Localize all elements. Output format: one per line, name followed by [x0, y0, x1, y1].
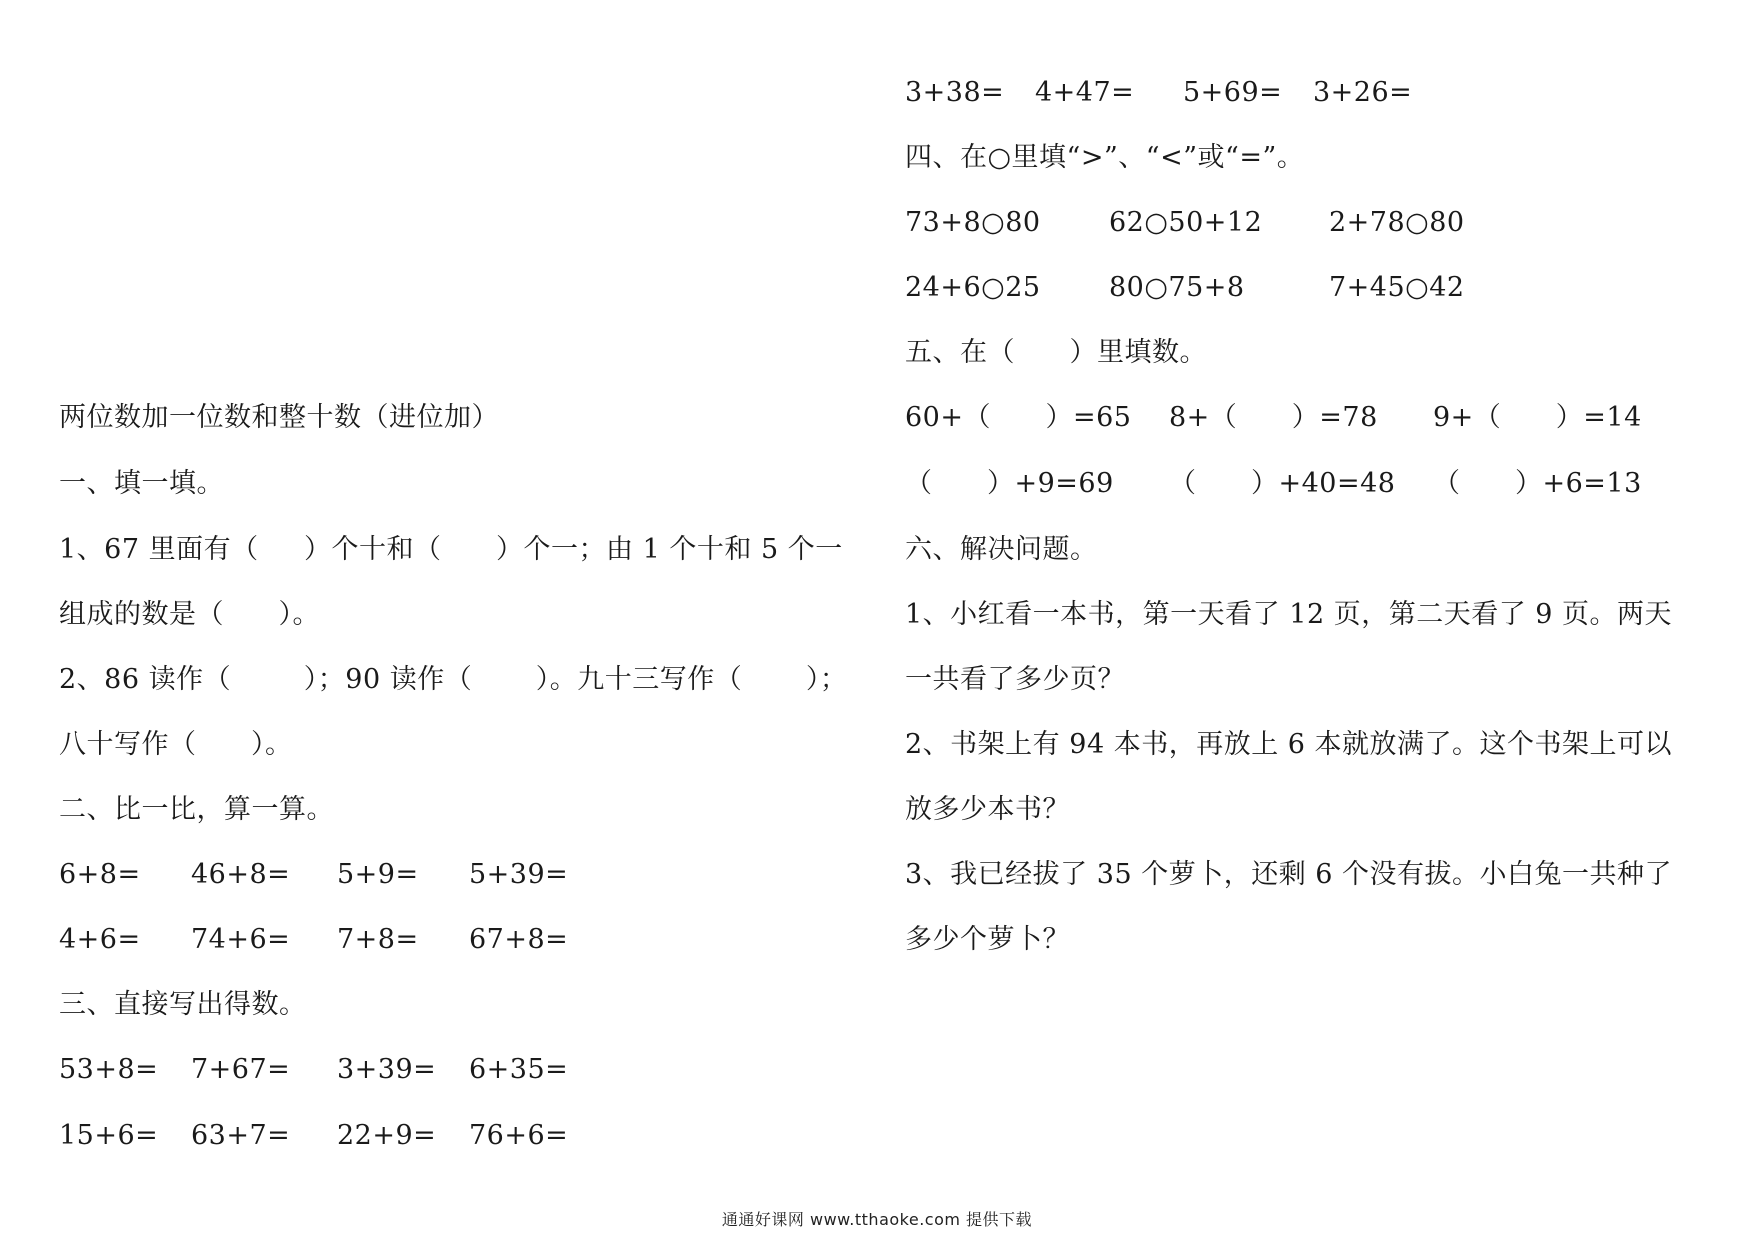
- word-problem-line: 2、书架上有 94 本书，再放上 6 本就放满了。这个书架上可以: [905, 729, 1673, 760]
- equation: 53+8=: [59, 1054, 159, 1085]
- equation: 74+6=: [191, 924, 291, 955]
- equation: 46+8=: [191, 859, 291, 890]
- equation: 15+6=: [59, 1120, 159, 1151]
- comparison: 73+8○80: [905, 207, 1041, 238]
- footer-credit: 通通好课网 www.tthaoke.com 提供下载: [721, 1210, 1033, 1229]
- word-problem-line: 放多少本书？: [905, 794, 1070, 825]
- fill-blank: （ ）+6=13: [1433, 468, 1642, 499]
- fill-blank: 9+（ ）=14: [1433, 402, 1642, 433]
- fill-blank: （ ）+9=69: [905, 468, 1114, 499]
- question-line: 八十写作（ ）。: [59, 729, 293, 760]
- equation: 5+9=: [337, 859, 419, 890]
- equation: 3+26=: [1313, 77, 1413, 108]
- equation: 6+8=: [59, 859, 141, 890]
- section3-heading: 三、直接写出得数。: [59, 989, 307, 1020]
- comparison: 7+45○42: [1329, 272, 1465, 303]
- word-problem-line: 一共看了多少页？: [905, 664, 1125, 695]
- equation: 22+9=: [337, 1120, 437, 1151]
- fill-blank: 8+（ ）=78: [1169, 402, 1378, 433]
- word-problem-line: 多少个萝卜？: [905, 924, 1070, 955]
- equation: 76+6=: [469, 1120, 569, 1151]
- comparison: 24+6○25: [905, 272, 1041, 303]
- equation: 5+39=: [469, 859, 569, 890]
- comparison: 80○75+8: [1109, 272, 1245, 303]
- word-problem-line: 3、我已经拔了 35 个萝卜，还剩 6 个没有拔。小白兔一共种了: [905, 859, 1673, 890]
- section1-heading: 一、填一填。: [59, 468, 224, 499]
- equation: 5+69=: [1183, 77, 1283, 108]
- section6-heading: 六、解决问题。: [905, 534, 1098, 565]
- equation: 4+6=: [59, 924, 141, 955]
- equation: 3+39=: [337, 1054, 437, 1085]
- section2-heading: 二、比一比，算一算。: [59, 794, 334, 825]
- equation: 7+67=: [191, 1054, 291, 1085]
- question-line: 2、86 读作（ ）；90 读作（ ）。九十三写作（ ）；: [59, 664, 848, 695]
- word-problem-line: 1、小红看一本书，第一天看了 12 页，第二天看了 9 页。两天: [905, 599, 1673, 630]
- comparison: 2+78○80: [1329, 207, 1465, 238]
- equation: 7+8=: [337, 924, 419, 955]
- equation: 4+47=: [1035, 77, 1135, 108]
- comparison: 62○50+12: [1109, 207, 1263, 238]
- fill-blank: （ ）+40=48: [1169, 468, 1396, 499]
- section4-heading: 四、在○里填“>”、“<”或“=”。: [905, 142, 1305, 173]
- equation: 3+38=: [905, 77, 1005, 108]
- section5-heading: 五、在（ ）里填数。: [905, 337, 1207, 368]
- question-line: 组成的数是（ ）。: [59, 599, 320, 630]
- equation: 67+8=: [469, 924, 569, 955]
- fill-blank: 60+（ ）=65: [905, 402, 1132, 433]
- equation: 6+35=: [469, 1054, 569, 1085]
- question-line: 1、67 里面有（ ）个十和（ ）个一；由 1 个十和 5 个一: [59, 534, 843, 565]
- equation: 63+7=: [191, 1120, 291, 1151]
- worksheet-title: 两位数加一位数和整十数（进位加）: [59, 402, 499, 433]
